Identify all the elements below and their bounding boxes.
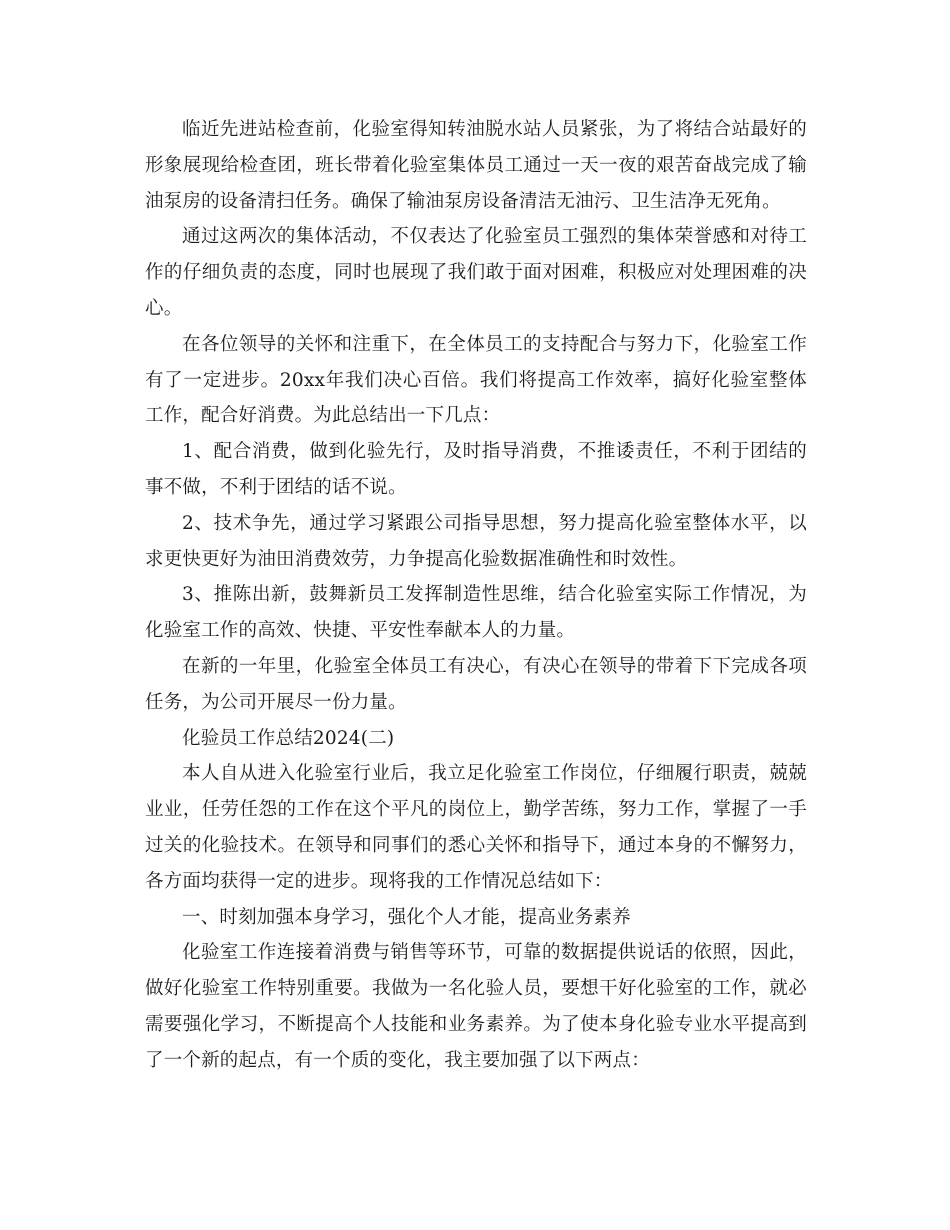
paragraph-new-year: 在新的一年里，化验室全体员工有决心，有决心在领导的带着下下完成各项任务，为公司开展尽一份力量。: [145, 655, 807, 713]
section-heading-1: 一、时刻加强本身学习，强化个人才能，提高业务素养: [182, 906, 631, 928]
list-item-1: 1、配合消费，做到化验先行，及时指导消费，不推诿责任，不利于团结的事不做，不利于团结的话不说。: [145, 441, 807, 498]
paragraph-lab-importance: 化验室工作连接着消费与销售等环节，可靠的数据提供说话的依照，因此，做好化验室工作特别重要。我做为一名化验人员，要想干好化验室的工作，就必需要强化学习，不断提高个人技能和业务素养。为了使本身化验专业水平提高到了一个新的起点，有一个质的变化，我主要加强了以下两点：: [145, 942, 807, 1071]
section-title: 化验员工作总结2024(二): [182, 727, 395, 749]
document-body: [145, 112, 807, 1079]
list-item-2: 2、技术争先，通过学习紧跟公司指导思想，努力提高化验室整体水平，以求更快更好为油田消费效劳，力争提高化验数据准确性和时效性。: [145, 512, 807, 570]
paragraph-progress: 在各位领导的关怀和注重下，在全体员工的支持配合与努力下，化验室工作有了一定进步。20xx年我们决心百倍。我们将提高工作效率，搞好化验室整体工作，配合好消费。为此总结出一下几点：: [145, 333, 807, 427]
paragraph-introduction: 本人自从进入化验室行业后，我立足化验室工作岗位，仔细履行职责，兢兢业业，任劳任怨的工作在这个平凡的岗位上，勤学苦练，努力工作，掌握了一手过关的化验技术。在领导和同事们的悉心关怀和指导下，通过本身的不懈努力，各方面均获得一定的进步。现将我的工作情况总结如下：: [145, 763, 807, 892]
paragraph-inspection-cleanup: 临近先进站检查前，化验室得知转油脱水站人员紧张，为了将结合站最好的形象展现给检查团，班长带着化验室集体员工通过一天一夜的艰苦奋战完成了输油泵房的设备清扫任务。确保了输油泵房设备清洁无油污、卫生洁净无死角。: [145, 119, 807, 212]
list-item-3: 3、推陈出新，鼓舞新员工发挥制造性思维，结合化验室实际工作情况，为化验室工作的高效、快捷、平安性奉献本人的力量。: [145, 584, 807, 642]
paragraph-collective-spirit: 通过这两次的集体活动，不仅表达了化验室员工强烈的集体荣誉感和对待工作的仔细负责的态度，同时也展现了我们敢于面对困难，积极应对处理困难的决心。: [145, 226, 807, 319]
